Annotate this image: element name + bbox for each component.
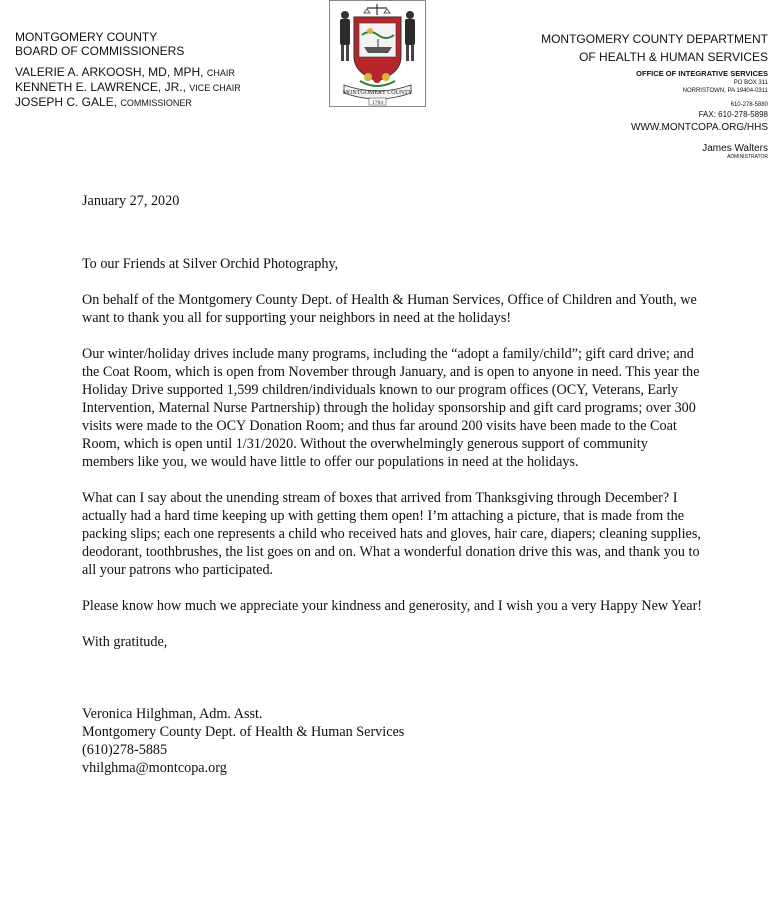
signer-email: vhilghma@montcopa.org	[82, 760, 227, 776]
paragraph-1: On behalf of the Montgomery County Dept. of Health & Human Services, Office of Children and Youth, we want to thank you all for supporting your neighbors in need at the holidays!	[82, 292, 697, 326]
commissioner-2	[15, 80, 241, 95]
administrator-name: James Walters	[702, 143, 768, 154]
commissioner-2-role: VICE CHAIR	[189, 83, 241, 93]
city-address: NORRISTOWN, PA 19404-0311	[682, 88, 768, 94]
commissioner-1-name: VALERIE A. ARKOOSH, MD, MPH,	[15, 65, 204, 79]
paragraph-4: Please know how much we appreciate your kindness and generosity, and I wish you a very Happy New Year!	[82, 598, 703, 614]
commissioner-3-name: JOSEPH C. GALE,	[15, 95, 118, 109]
department-header	[541, 30, 768, 161]
department-line-1: MONTGOMERY COUNTY DEPARTMENT	[541, 32, 768, 46]
letter-body	[82, 192, 702, 777]
paragraph-2: Our winter/holiday drives include many programs, including the “adopt a family/child”; gift card drive; and the Coat Room, which is open from November through January, and is open to anyone in need. This year the Holiday Drive supported 1,599 children/individuals known to our program offices (OCY, Veterans, Early Intervention, Maternal Nurse Partnership) through the holiday sponsorship and gift card programs; over 300 visits were made to the OCY Donation Room; and thus far around 200 visits have been made to the Coat Room, which is open until 1/31/2020. Without the overwhelmingly generous support of community members like you, we would have little to offer our populations in need at the holidays.	[82, 346, 700, 470]
paragraph-3: What can I say about the unending stream of boxes that arrived from Thanksgiving through December? I actually had a hard time keeping up with getting them open! I’m attaching a picture, that is made from the packing slips; each one represents a child who received hats and gloves, hair care, diapers; cleaning supplies, deodorant, toothbrushes, the list goes on and on. What a wonderful donation drive this was, and thank you to all your patrons who participated.	[82, 490, 701, 578]
salutation: To our Friends at Silver Orchid Photography,	[82, 256, 339, 272]
po-box: PO BOX 311	[733, 80, 768, 86]
board-of-commissioners-header	[15, 30, 241, 110]
commissioner-3-role: COMMISSIONER	[120, 98, 192, 108]
commissioner-1	[15, 65, 241, 80]
signer-name: Veronica Hilghman, Adm. Asst.	[82, 706, 263, 722]
county-seal-icon	[330, 1, 425, 106]
commissioner-1-role: CHAIR	[206, 68, 235, 78]
seal-year-text: 1784	[372, 100, 383, 106]
board-name: BOARD OF COMMISSIONERS	[15, 44, 185, 58]
commissioner-2-name: KENNETH E. LAWRENCE, JR.,	[15, 80, 186, 94]
county-seal-logo	[329, 0, 426, 107]
fax-number: FAX: 610-278-5898	[698, 110, 768, 119]
signer-phone: (610)278-5885	[82, 742, 168, 758]
closing: With gratitude,	[82, 634, 168, 650]
seal-banner-text: MONTGOMERY COUNTY	[342, 90, 413, 96]
signature-block	[82, 705, 702, 777]
department-line-2: OF HEALTH & HUMAN SERVICES	[579, 50, 768, 64]
letter-date: January 27, 2020	[82, 193, 180, 209]
commissioner-3	[15, 95, 241, 110]
website-url: WWW.MONTCOPA.ORG/HHS	[630, 122, 768, 133]
signer-organization: Montgomery County Dept. of Health & Human Services	[82, 724, 405, 740]
office-name: OFFICE OF INTEGRATIVE SERVICES	[636, 69, 768, 78]
administrator-title: ADMINISTRATOR	[727, 154, 768, 160]
phone-number: 610-278-5880	[730, 102, 768, 108]
county-name: MONTGOMERY COUNTY	[15, 30, 158, 44]
